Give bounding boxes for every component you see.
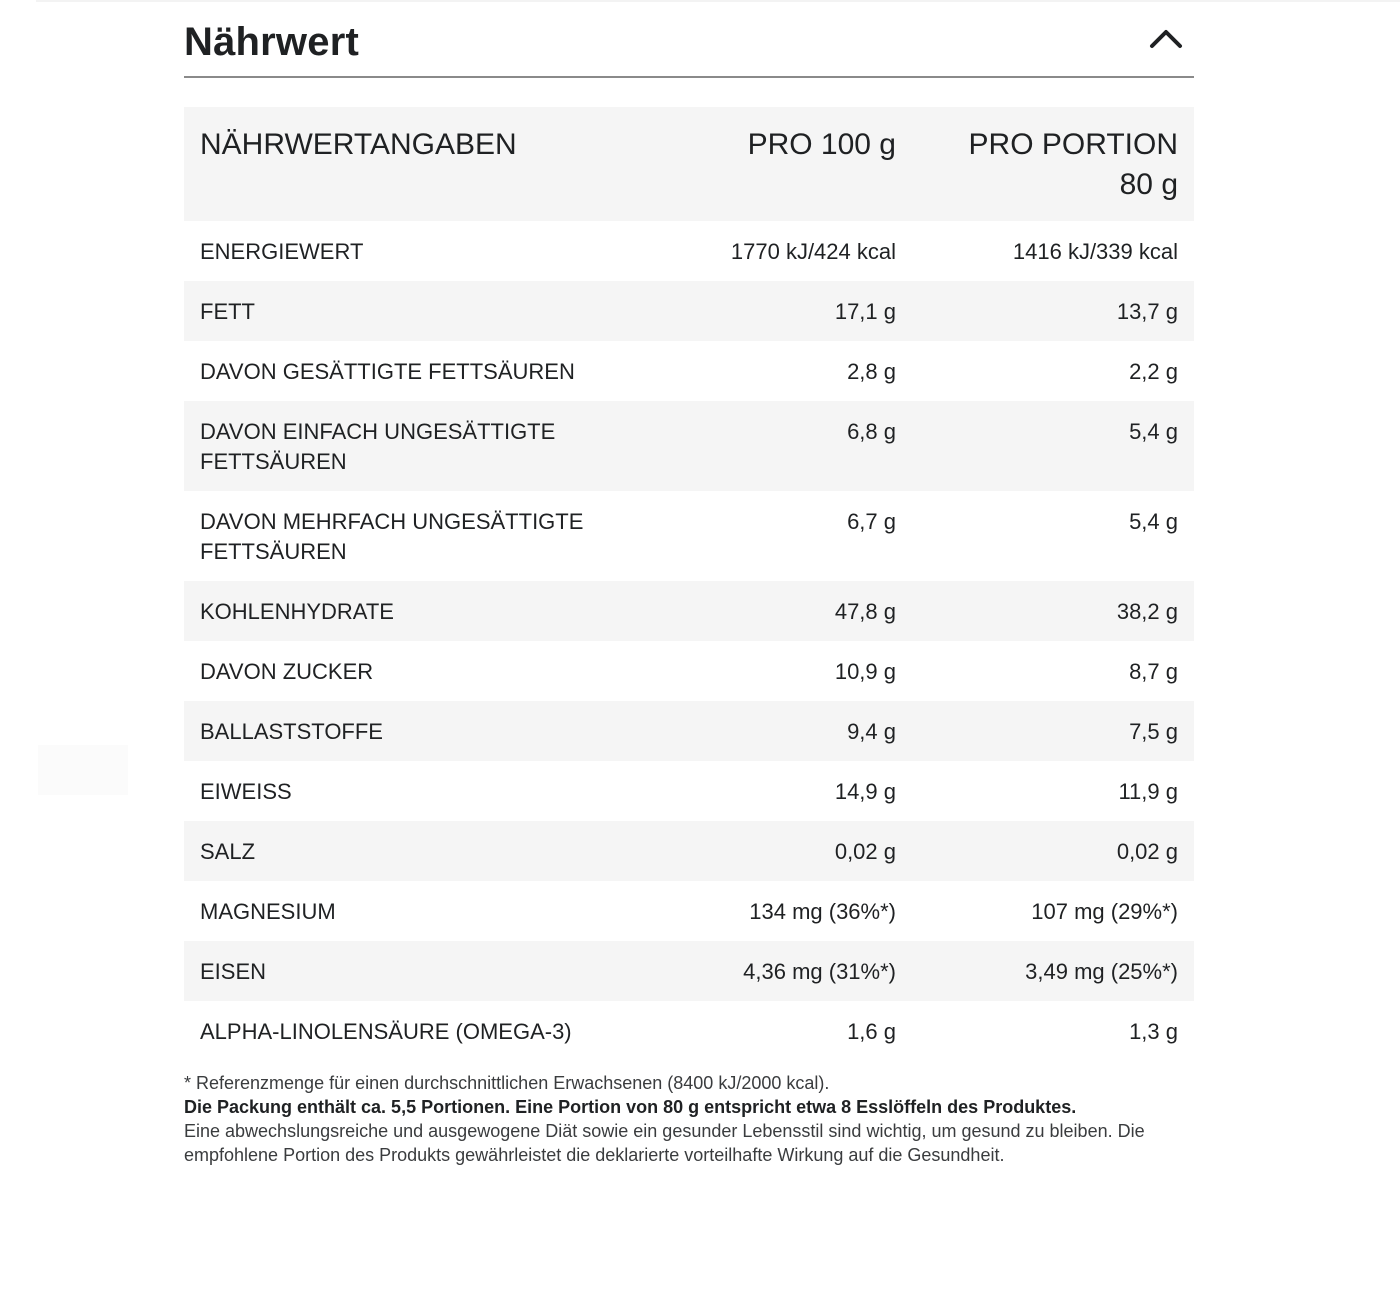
nutrient-name: DAVON GESÄTTIGTE FETTSÄUREN	[200, 359, 575, 384]
table-row	[184, 701, 1194, 761]
value-per-portion: 11,9 g	[1118, 779, 1178, 804]
nutrient-name: ALPHA-LINOLENSÄURE (OMEGA-3)	[200, 1019, 572, 1044]
value-per-100g: 9,4 g	[705, 701, 912, 761]
footnote-package: Die Packung enthält ca. 5,5 Portionen. Eine Portion von 80 g entspricht etwa 8 Esslöffeln des Produktes.	[184, 1097, 1077, 1117]
value-per-portion: 5,4 g	[912, 401, 1194, 491]
value-per-100g: 6,7 g	[847, 509, 896, 534]
collapse-button[interactable]	[1146, 18, 1186, 58]
footnote-reference: * Referenzmenge für einen durchschnittlichen Erwachsenen (8400 kJ/2000 kcal).	[184, 1073, 830, 1093]
footnotes	[184, 1071, 1184, 1167]
value-per-portion: 7,5 g	[912, 701, 1194, 761]
header-nutrient: NÄHRWERTANGABEN	[184, 107, 705, 221]
nutrient-name: EIWEISS	[200, 779, 292, 804]
header-per-100g: PRO 100 g	[705, 107, 912, 221]
value-per-portion: 2,2 g	[1129, 359, 1178, 384]
table-row	[184, 341, 1194, 401]
value-per-portion: 38,2 g	[912, 581, 1194, 641]
nutrient-name: DAVON ZUCKER	[200, 659, 374, 684]
background-panel	[38, 745, 128, 795]
value-per-100g: 4,36 mg (31%*)	[705, 941, 912, 1001]
table-row	[184, 821, 1194, 881]
value-per-portion: 0,02 g	[912, 821, 1194, 881]
nutrient-name: EISEN	[184, 941, 705, 1001]
table-row	[184, 1001, 1194, 1061]
value-per-portion: 8,7 g	[1129, 659, 1178, 684]
value-per-100g: 0,02 g	[705, 821, 912, 881]
value-per-portion: 107 mg (29%*)	[1031, 899, 1178, 924]
value-per-100g: 47,8 g	[705, 581, 912, 641]
value-per-portion: 1416 kJ/339 kcal	[1012, 239, 1178, 264]
nutrient-name: KOHLENHYDRATE	[184, 581, 705, 641]
table-row	[184, 761, 1194, 821]
nutrition-section	[184, 0, 1194, 1167]
table-row	[184, 641, 1194, 701]
header-per-portion: PRO PORTION 80 g	[912, 107, 1194, 221]
table-header-row	[184, 107, 1194, 221]
nutrient-name: BALLASTSTOFFE	[184, 701, 705, 761]
value-per-100g: 10,9 g	[834, 659, 896, 684]
value-per-100g: 1,6 g	[847, 1019, 896, 1044]
table-row	[184, 221, 1194, 281]
value-per-100g: 1770 kJ/424 kcal	[730, 239, 896, 264]
nutrient-name: SALZ	[184, 821, 705, 881]
table-row	[184, 581, 1194, 641]
value-per-portion: 13,7 g	[912, 281, 1194, 341]
value-per-portion: 3,49 mg (25%*)	[912, 941, 1194, 1001]
table-row	[184, 281, 1194, 341]
table-row	[184, 491, 1194, 581]
nutrition-table	[184, 107, 1194, 1061]
nutrient-name: ENERGIEWERT	[200, 239, 364, 264]
nutrient-name: MAGNESIUM	[200, 899, 336, 924]
value-per-portion: 5,4 g	[1129, 509, 1178, 534]
section-title: Nährwert	[184, 19, 359, 64]
table-row	[184, 881, 1194, 941]
value-per-100g: 17,1 g	[705, 281, 912, 341]
chevron-up-icon	[1149, 27, 1183, 49]
nutrient-name: FETT	[184, 281, 705, 341]
table-row	[184, 401, 1194, 491]
value-per-100g: 14,9 g	[834, 779, 896, 804]
nutrient-name: DAVON EINFACH UNGESÄTTIGTE FETTSÄUREN	[184, 401, 705, 491]
value-per-100g: 2,8 g	[847, 359, 896, 384]
footnote-disclaimer: Eine abwechslungsreiche und ausgewogene Diät sowie ein gesunder Lebensstil sind wichtig, um gesund zu bleiben. Die empfohlene Portion des Produkts gewährleistet die deklarierte vorteilhafte Wirkung auf die Gesundheit.	[184, 1121, 1145, 1165]
nutrient-name: DAVON MEHRFACH UNGESÄTTIGTE FETTSÄUREN	[200, 509, 584, 564]
section-header[interactable]	[184, 0, 1194, 78]
value-per-100g: 6,8 g	[705, 401, 912, 491]
table-row	[184, 941, 1194, 1001]
value-per-100g: 134 mg (36%*)	[749, 899, 896, 924]
value-per-portion: 1,3 g	[1129, 1019, 1178, 1044]
